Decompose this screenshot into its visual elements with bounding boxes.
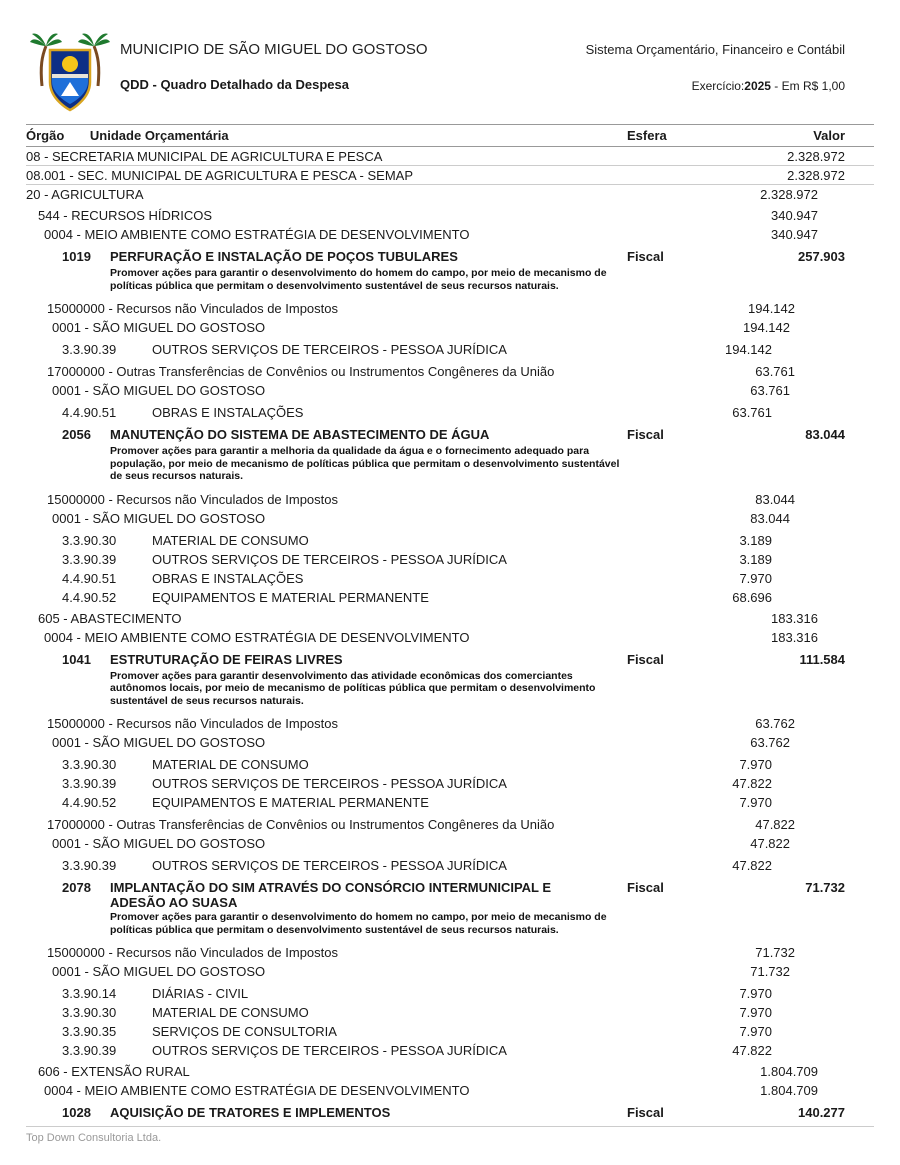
row-value: 7.970 [739,570,772,586]
row-code: 3.3.90.39 [62,776,117,791]
row-label [26,342,627,357]
row-value: 2.328.972 [760,187,818,202]
table-row [26,166,874,185]
row-value: 194.142 [748,301,795,316]
row-value: 7.970 [739,986,772,1001]
row-label [26,986,627,1001]
table-row [26,628,874,647]
exercise-suffix: - Em R$ 1,00 [770,79,845,93]
row-code: 1041 [62,651,91,667]
row-value: 2.328.972 [787,168,845,183]
row-label: 605 - ABASTECIMENTO [38,610,182,626]
row-value: 47.822 [732,858,772,873]
row-esfera: Fiscal [627,651,664,667]
table-row [26,247,874,266]
table-row [26,509,874,528]
row-label: 0004 - MEIO AMBIENTE COMO ESTRATÉGIA DE DESENVOLVIMENTO [44,1083,470,1098]
row-title: OUTROS SERVIÇOS DE TERCEIROS - PESSOA JURÍDICA [152,858,507,873]
row-value: 47.822 [732,1043,772,1058]
row-value: 194.142 [743,320,790,335]
row-title: DIÁRIAS - CIVIL [152,986,249,1001]
row-label: 15000000 - Recursos não Vinculados de Impostos [47,491,339,507]
table-row [26,381,874,400]
row-code: 3.3.90.39 [62,551,117,567]
row-code: 3.3.90.30 [62,1005,117,1020]
row-label: 17000000 - Outras Transferências de Convênios ou Instrumentos Congêneres da União [47,817,555,832]
table-row [26,403,874,422]
row-title: OBRAS E INSTALAÇÕES [152,405,304,420]
table-row [26,340,874,359]
table-row [26,878,874,910]
table-row [26,531,874,550]
table-row [26,815,874,834]
row-value: 63.761 [750,383,790,398]
row-value: 68.696 [732,589,772,605]
row-label: 0001 - SÃO MIGUEL DO GOSTOSO [52,836,266,851]
table-row [26,425,874,444]
row-value: 83.044 [750,510,790,526]
row-esfera: Fiscal [627,249,664,264]
row-label [26,757,627,772]
row-label [26,1043,627,1058]
row-label: 0004 - MEIO AMBIENTE COMO ESTRATÉGIA DE DESENVOLVIMENTO [44,227,470,242]
row-esfera: Fiscal [627,427,664,442]
row-label: 0001 - SÃO MIGUEL DO GOSTOSO [52,383,266,398]
row-code: 4.4.90.52 [62,795,117,810]
row-title: PERFURAÇÃO E INSTALAÇÃO DE POÇOS TUBULARES [110,249,458,264]
row-value: 7.970 [739,1005,772,1020]
row-label: 0001 - SÃO MIGUEL DO GOSTOSO [52,510,266,526]
system-title: Sistema Orçamentário, Financeiro e Contábil [585,42,845,57]
row-label: 0001 - SÃO MIGUEL DO GOSTOSO [52,735,266,750]
table-header-left [26,128,627,143]
table-row [26,793,874,812]
row-label [26,552,627,567]
action-description: Promover ações para garantir desenvolvimento das atividade econômicas dos comerciantes autônomos locais, por meio de mecanismo de políticas pública que permitam o desenvolvimento sustentável de seus recursos naturais. [110,669,596,707]
column-esfera: Esfera [627,128,667,143]
row-code: 4.4.90.51 [62,405,117,420]
row-label [26,533,627,548]
row-esfera: Fiscal [627,1105,664,1120]
row-code: 4.4.90.52 [62,589,117,605]
action-description: Promover ações para garantir o desenvolvimento do homem do campo, por meio de mecanismo de políticas pública que permitam o desenvolvimento sustentável de seus recursos naturais. [110,267,607,292]
row-value: 47.822 [732,776,772,791]
row-code: 3.3.90.39 [62,858,117,873]
shield-icon [50,50,90,110]
row-value: 47.822 [755,817,795,832]
row-title: ESTRUTURAÇÃO DE FEIRAS LIVRES [110,651,343,667]
row-value: 63.762 [750,735,790,750]
row-label: 15000000 - Recursos não Vinculados de Impostos [47,945,339,960]
row-label: 0001 - SÃO MIGUEL DO GOSTOSO [52,320,266,335]
exercise-label: Exercício: [691,79,745,93]
row-label: 0001 - SÃO MIGUEL DO GOSTOSO [52,964,266,979]
row-label [26,590,627,605]
row-code: 3.3.90.14 [62,986,117,1001]
row-title: MANUTENÇÃO DO SISTEMA DE ABASTECIMENTO DE ÁGUA [110,427,490,442]
table-row [26,206,874,225]
row-label: 544 - RECURSOS HÍDRICOS [38,208,213,223]
row-value: 257.903 [798,249,845,264]
municipality-name: MUNICIPIO DE SÃO MIGUEL DO GOSTOSO [120,41,428,58]
table-row [26,650,874,669]
exercise-info [692,79,845,93]
action-description: Promover ações para garantir a melhoria da qualidade da água e o fornecimento adequado para população, por meio de mecanismo de políticas pública que permitam o desenvolvimento sustentável de seus recursos naturais. [110,445,620,482]
row-label [26,652,627,667]
row-code: 2078 [62,880,91,895]
footer-divider [26,1126,874,1127]
table-row [26,550,874,569]
row-label [26,880,627,910]
row-title: AQUISIÇÃO DE TRATORES E IMPLEMENTOS [110,1105,391,1120]
row-title: OBRAS E INSTALAÇÕES [152,570,304,586]
table-row [26,714,874,733]
row-label [26,1024,627,1039]
table-row [26,984,874,1003]
row-code: 3.3.90.30 [62,532,117,548]
row-value: 194.142 [725,342,772,357]
row-label: 15000000 - Recursos não Vinculados de Impostos [47,716,339,731]
footer-company: Top Down Consultoria Ltda. [26,1132,162,1144]
row-title: MATERIAL DE CONSUMO [152,532,309,548]
row-value: 7.970 [739,757,772,772]
row-value: 63.762 [755,716,795,731]
row-code: 3.3.90.35 [62,1024,117,1039]
row-code: 3.3.90.30 [62,757,117,772]
row-value: 71.732 [750,964,790,979]
row-value: 3.189 [739,532,772,548]
row-value: 71.732 [755,945,795,960]
row-label: 15000000 - Recursos não Vinculados de Impostos [47,301,339,316]
municipality-logo [30,26,110,118]
table-row [26,362,874,381]
row-title: SERVIÇOS DE CONSULTORIA [152,1024,337,1039]
table-row [26,147,874,166]
row-value: 340.947 [771,208,818,223]
table-row [26,834,874,853]
table-row [26,1103,874,1122]
row-value: 3.189 [739,551,772,567]
row-label [26,795,627,810]
row-value: 183.316 [771,610,818,626]
table-row [26,1081,874,1100]
row-value: 140.277 [798,1105,845,1120]
row-label: 20 - AGRICULTURA [26,187,144,202]
row-value: 47.822 [750,836,790,851]
row-value: 7.970 [739,1024,772,1039]
table-row [26,755,874,774]
row-title: OUTROS SERVIÇOS DE TERCEIROS - PESSOA JURÍDICA [152,342,507,357]
row-value: 340.947 [771,227,818,242]
table-row [26,1022,874,1041]
row-value: 83.044 [755,491,795,507]
table-row [26,943,874,962]
row-label [26,427,627,442]
table-row [26,774,874,793]
table-row [26,1003,874,1022]
table-row [26,962,874,981]
table-row [26,185,874,204]
table-row [26,1062,874,1081]
row-label [26,1105,627,1120]
row-title: MATERIAL DE CONSUMO [152,1005,309,1020]
row-code: 4.4.90.51 [62,570,117,586]
row-value: 71.732 [805,880,845,895]
row-value: 63.761 [732,405,772,420]
row-label [26,1005,627,1020]
row-title: OUTROS SERVIÇOS DE TERCEIROS - PESSOA JURÍDICA [152,1043,507,1058]
column-unidade: Unidade Orçamentária [89,128,229,143]
row-label [26,776,627,791]
row-label [26,249,627,264]
table-row [26,733,874,752]
table-row [26,569,874,588]
table-row [26,299,874,318]
table-rows [26,147,874,1122]
table-row [26,856,874,875]
row-label [26,405,627,420]
row-value: 83.044 [805,427,845,442]
row-code: 3.3.90.39 [62,1043,117,1058]
row-label: 08.001 - SEC. MUNICIPAL DE AGRICULTURA E PESCA - SEMAP [26,168,413,183]
row-value: 63.761 [755,364,795,379]
row-title: OUTROS SERVIÇOS DE TERCEIROS - PESSOA JURÍDICA [152,776,507,791]
row-label: 606 - EXTENSÃO RURAL [38,1064,190,1079]
table-row [26,609,874,628]
row-esfera: Fiscal [627,880,664,895]
row-title: EQUIPAMENTOS E MATERIAL PERMANENTE [152,795,429,810]
report-title: QDD - Quadro Detalhado da Despesa [120,77,349,92]
table-row [26,588,874,607]
row-code: 1028 [62,1105,91,1120]
row-code: 1019 [62,249,91,264]
row-title: MATERIAL DE CONSUMO [152,757,309,772]
table-row [26,490,874,509]
table-row [26,318,874,337]
table-row [26,1041,874,1060]
row-value: 2.328.972 [787,149,845,164]
table-row [26,225,874,244]
row-label: 17000000 - Outras Transferências de Convênios ou Instrumentos Congêneres da União [47,364,555,379]
action-description: Promover ações para garantir o desenvolvimento do homem no campo, por meio de mecanismo de políticas pública que permitam o desenvolvimento sustentável de seus recursos naturais. [110,911,607,936]
row-code: 3.3.90.39 [62,342,117,357]
table-header [26,124,874,147]
exercise-year: 2025 [744,79,771,93]
row-value: 7.970 [739,795,772,810]
row-title: OUTROS SERVIÇOS DE TERCEIROS - PESSOA JURÍDICA [152,551,507,567]
row-label: 08 - SECRETARIA MUNICIPAL DE AGRICULTURA E PESCA [26,149,383,164]
row-value: 1.804.709 [760,1083,818,1098]
column-orgao: Órgão [26,128,65,143]
row-title: IMPLANTAÇÃO DO SIM ATRAVÉS DO CONSÓRCIO INTERMUNICIPAL E ADESÃO AO SUASA [110,880,552,910]
row-value: 1.804.709 [760,1064,818,1079]
row-label [26,571,627,586]
row-title: EQUIPAMENTOS E MATERIAL PERMANENTE [152,589,429,605]
row-label: 0004 - MEIO AMBIENTE COMO ESTRATÉGIA DE DESENVOLVIMENTO [44,629,470,645]
row-code: 2056 [62,427,91,442]
column-valor: Valor [813,128,845,143]
row-value: 111.584 [799,651,845,667]
row-value: 183.316 [771,629,818,645]
row-label [26,858,627,873]
